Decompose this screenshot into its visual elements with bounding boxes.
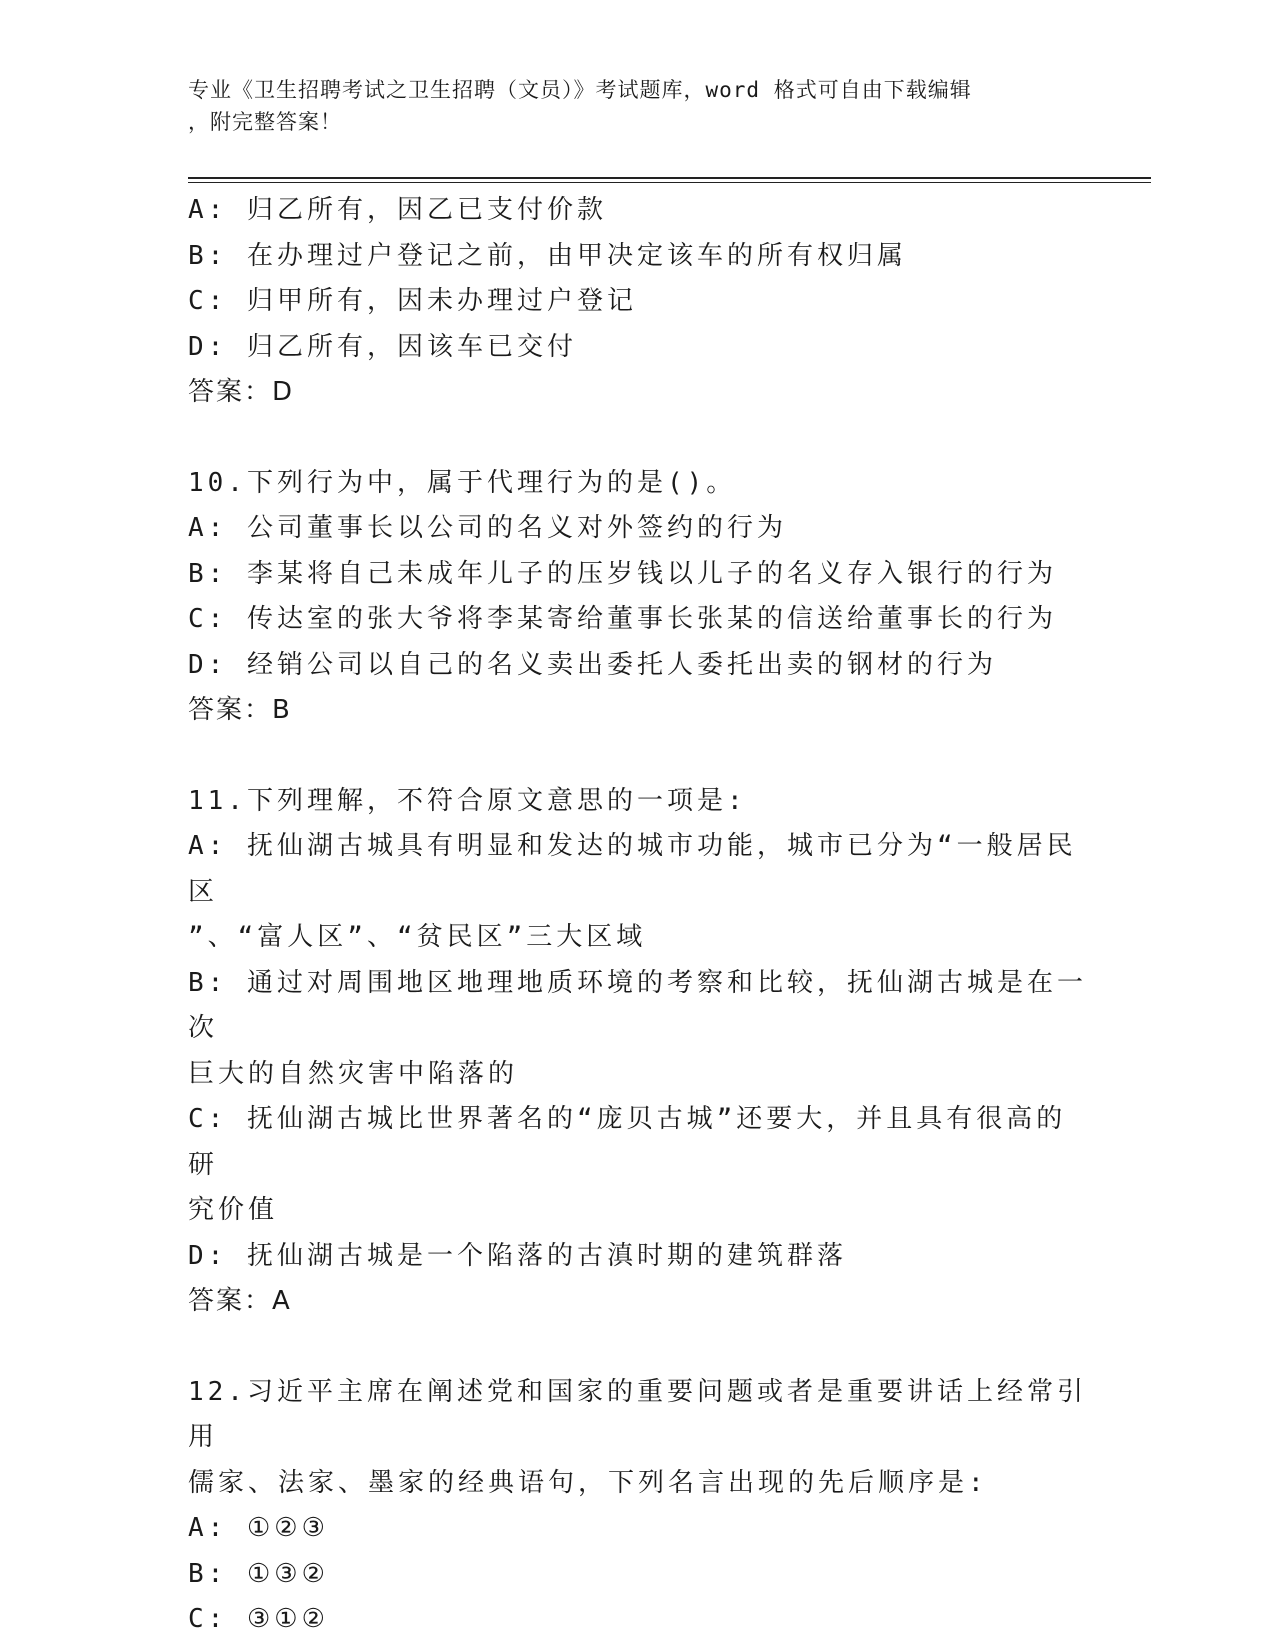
option-a: A: 公司董事长以公司的名义对外签约的行为: [188, 513, 787, 543]
option-c: C: 归甲所有，因未办理过户登记: [188, 286, 637, 316]
option-c: C: 抚仙湖古城比世界著名的“庞贝古城”还要大，并且具有很高的研: [188, 1104, 1067, 1180]
question-text: 10.下列行为中，属于代理行为的是()。: [188, 467, 737, 498]
question-9: [188, 188, 1088, 416]
option-d: D: 抚仙湖古城是一个陷落的古滇时期的建筑群落: [188, 1240, 847, 1271]
document-header: [188, 74, 1088, 138]
option-d: D: 归乙所有，因该车已交付: [188, 331, 577, 362]
option-a-continued: ”、“富人区”、“贫民区”三大区域: [188, 922, 647, 952]
question-list: [188, 188, 1088, 1643]
option-b: B: 在办理过户登记之前，由甲决定该车的所有权归属: [188, 240, 907, 271]
option-c: C: 传达室的张大爷将李某寄给董事长张某的信送给董事长的行为: [188, 604, 1057, 634]
option-c-continued: 究价值: [188, 1195, 279, 1225]
option-b: B: ①③②: [188, 1558, 329, 1589]
question-11: [188, 779, 1088, 1325]
option-b: B: 李某将自己未成年儿子的压岁钱以儿子的名义存入银行的行为: [188, 558, 1057, 589]
question-text-continued: 儒家、法家、墨家的经典语句，下列名言出现的先后顺序是:: [188, 1467, 988, 1498]
header-line: ，附完整答案！: [188, 110, 342, 134]
header-divider: [188, 177, 1151, 179]
spacer: [188, 1325, 1088, 1370]
spacer: [188, 416, 1088, 461]
answer: 答案：A: [188, 1286, 292, 1316]
question-text: 11.下列理解，不符合原文意思的一项是:: [188, 785, 747, 816]
option-d: D: 经销公司以自己的名义卖出委托人委托出卖的钢材的行为: [188, 649, 997, 680]
option-a: A: 归乙所有，因乙已支付价款: [188, 195, 607, 225]
option-b: B: 通过对周围地区地理地质环境的考察和比较，抚仙湖古城是在一次: [188, 967, 1087, 1043]
option-a: A: ①②③: [188, 1513, 329, 1543]
spacer: [188, 734, 1088, 779]
question-10: [188, 461, 1088, 734]
answer: 答案：D: [188, 377, 295, 407]
question-text: 12.习近平主席在阐述党和国家的重要问题或者是重要讲话上经常引用: [188, 1376, 1087, 1452]
question-12: [188, 1370, 1088, 1643]
option-b-continued: 巨大的自然灾害中陷落的: [188, 1058, 519, 1089]
option-c: C: ③①②: [188, 1604, 329, 1634]
header-divider-thin: [188, 182, 1151, 183]
option-a: A: 抚仙湖古城具有明显和发达的城市功能，城市已分为“一般居民区: [188, 831, 1077, 907]
answer: 答案：B: [188, 695, 292, 725]
header-line: 专业《卫生招聘考试之卫生招聘（文员）》考试题库，word 格式可自由下载编辑: [188, 78, 972, 102]
